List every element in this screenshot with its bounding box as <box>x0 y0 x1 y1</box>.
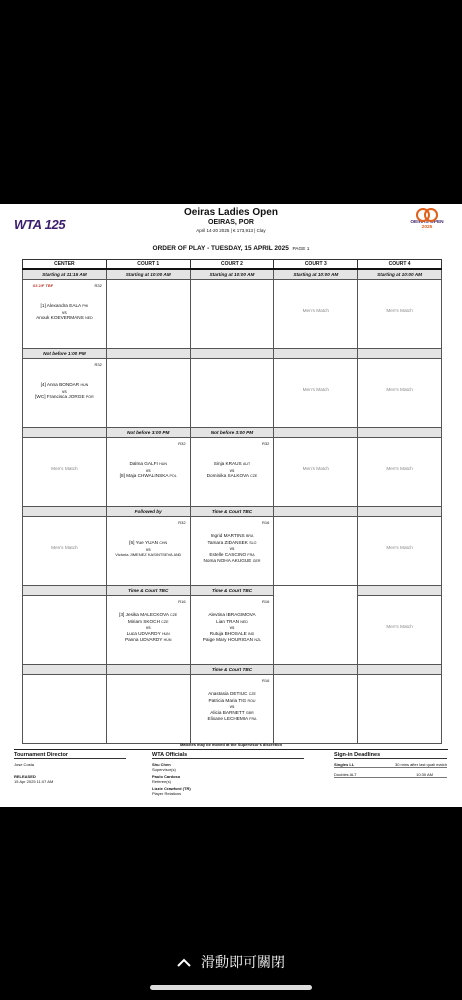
empty-cell <box>106 675 190 744</box>
player-country: PHI <box>82 304 89 308</box>
player-country: CZE <box>161 619 169 624</box>
player-name: Elixane LECHEMIA <box>207 716 248 722</box>
oeiras-open-logo <box>409 208 445 230</box>
player-name: Anouk KOEVERMANS <box>36 315 84 321</box>
vs-label: vs <box>229 467 235 473</box>
disclaimer: Matches may be moved at the Supervisor's discretion <box>179 742 283 747</box>
empty-subheader <box>190 349 274 359</box>
player-country: SLO <box>249 540 257 545</box>
player-name: Dominika SALKOVA <box>206 473 249 479</box>
match-cell <box>106 517 190 586</box>
match-cell <box>190 517 274 586</box>
player-country: CZE <box>170 613 178 617</box>
court-header: COURT 4 <box>358 260 442 270</box>
player-country: GER <box>252 559 261 564</box>
start-time: Not before 3:00 PM <box>106 428 190 438</box>
official-name: Paulo Cardoso <box>152 774 181 779</box>
empty-cell <box>106 280 190 349</box>
match-cell <box>106 438 190 507</box>
player-country: NED <box>240 619 248 624</box>
match-cell <box>23 517 107 586</box>
empty-subheader <box>358 349 442 359</box>
schedule-table <box>22 259 442 744</box>
player-country: HUN <box>161 631 170 636</box>
swipe-to-close-hint[interactable] <box>0 952 462 972</box>
empty-subheader <box>23 665 107 675</box>
match-players <box>191 533 274 565</box>
player-country: NZL <box>254 638 262 643</box>
player-country: NED <box>85 316 93 321</box>
empty-subheader <box>274 349 358 359</box>
match-cell <box>23 438 107 507</box>
match-cell <box>274 438 358 507</box>
logo-year: 2025 <box>421 225 433 230</box>
empty-subheader <box>358 428 442 438</box>
empty-cell <box>358 675 442 744</box>
mens-match-label: Men's Match <box>386 387 413 392</box>
start-time: Not before 1:00 PM <box>23 349 107 359</box>
player-country: CZE <box>250 474 258 479</box>
player-name: Panna UDVARDY <box>124 637 163 643</box>
match-players <box>107 612 190 644</box>
start-time: Starting at 10:00 AM <box>190 269 274 280</box>
empty-cell <box>23 596 107 665</box>
empty-cell <box>274 596 358 665</box>
order-of-play-title <box>0 245 462 252</box>
round-label: R32 <box>178 520 186 525</box>
match-cell <box>274 359 358 428</box>
start-time: Starting at 10:00 AM <box>358 269 442 280</box>
player-name: Sinja KRAUS <box>213 461 242 466</box>
footer-heading: Tournament Director <box>14 753 126 759</box>
round-label: R16 <box>262 520 270 525</box>
match-players <box>23 382 106 401</box>
player-country: POL <box>169 474 177 479</box>
match-cell <box>23 359 107 428</box>
vs-label: vs <box>62 309 67 315</box>
start-time: Followed by <box>106 507 190 517</box>
director-name: Jose Costa <box>14 762 35 767</box>
player-name: Alevtina IBRAGIMOVA <box>208 612 256 617</box>
round-label: R32 <box>94 362 102 367</box>
mens-match-label: Men's Match <box>302 466 329 471</box>
player-country: AUT <box>243 462 251 466</box>
mens-match-label: Men's Match <box>386 308 413 313</box>
home-indicator[interactable] <box>150 985 312 990</box>
match-players <box>107 540 190 559</box>
player-name: Paige Mary HOURIGAN <box>202 637 254 643</box>
start-time: Not before 3:00 PM <box>190 428 274 438</box>
empty-cell <box>23 675 107 744</box>
page-number: PAGE 1 <box>292 247 310 252</box>
official-name: Lizzie Crawford (TR) <box>152 786 191 791</box>
player-country: POR <box>85 395 94 400</box>
start-time: Starting at 11:15 AM <box>23 269 107 280</box>
official-name: Shu Chen <box>152 762 171 767</box>
court-header: COURT 2 <box>190 260 274 270</box>
player-country: ROU <box>247 698 256 703</box>
mens-match-label: Men's Match <box>386 466 413 471</box>
order-of-play-sheet <box>0 204 462 807</box>
start-time: Starting at 10:00 AM <box>274 269 358 280</box>
empty-cell <box>274 675 358 744</box>
vs-label: vs <box>229 704 235 710</box>
round-label: R32 <box>262 441 270 446</box>
player-name: Miriam SKOCH <box>127 618 160 624</box>
round-label: R32 <box>178 441 186 446</box>
player-country: FRA <box>249 717 257 722</box>
player-name: Lian TRAN <box>216 618 239 624</box>
player-name: Rutuja BHOSALE <box>209 630 247 636</box>
deadline-label: Singles LL <box>334 762 355 767</box>
mens-match-label: Men's Match <box>51 466 78 471</box>
empty-cell <box>106 359 190 428</box>
player-country: IND <box>248 631 255 636</box>
released-value: 15 Apr 2025 11:07 AM <box>14 779 54 784</box>
player-country: CHN <box>159 541 168 545</box>
deadline-value: 30 mins after last quali match <box>394 762 447 767</box>
match-players <box>191 691 274 723</box>
start-time: Time & Court TBC <box>190 507 274 517</box>
swipe-to-close-label: 滑動即可關閉 <box>201 954 285 970</box>
tournament-info: April 14-20 2025 | € 173,913 | Clay <box>196 228 266 233</box>
empty-subheader <box>23 507 107 517</box>
empty-subheader <box>23 428 107 438</box>
empty-subheader <box>274 507 358 517</box>
tournament-title: Oeiras Ladies Open <box>184 207 278 218</box>
court-header: CENTER <box>23 260 107 270</box>
mens-match-label: Men's Match <box>386 545 413 550</box>
empty-subheader <box>106 349 190 359</box>
player-country: AND <box>173 553 182 558</box>
player-name: Victoria JIMENEZ KASINTSEVA <box>115 552 173 558</box>
officials-block <box>152 753 304 796</box>
empty-subheader <box>274 665 358 675</box>
player-name: Noma NOHA AKUGUE <box>203 558 252 564</box>
official-role: Player Relations <box>152 791 182 796</box>
player-country: FRA <box>247 552 255 557</box>
player-country: BRA <box>245 534 254 538</box>
player-country: GBR <box>245 710 254 715</box>
player-name: [4] Anna BONDAR <box>40 382 80 387</box>
player-name: Anastasia DETIUC <box>208 691 248 696</box>
logo-text: OEIRAS OPEN <box>410 220 444 225</box>
tournament-director-block <box>14 753 126 784</box>
footer-heading: Sign-in Deadlines <box>334 753 447 759</box>
player-country: HUN <box>163 638 172 643</box>
empty-cell <box>190 359 274 428</box>
signin-deadlines-block <box>334 753 447 778</box>
vs-label: vs <box>62 388 67 394</box>
player-country: HUN <box>159 462 167 466</box>
match-cell <box>358 438 442 507</box>
mens-match-label: Men's Match <box>302 387 329 392</box>
deadline-row <box>334 762 447 768</box>
round-label: R16 <box>262 599 270 604</box>
empty-subheader <box>274 428 358 438</box>
match-cell <box>190 596 274 665</box>
footer-heading: WTA Officials <box>152 753 304 759</box>
match-cell <box>358 596 442 665</box>
chevron-up-icon <box>177 954 191 970</box>
courts-header-row <box>23 260 442 270</box>
player-name: Patricia Maria TIG <box>208 697 247 703</box>
player-name: Tamara ZIDANSEK <box>207 539 248 545</box>
empty-cell <box>274 517 358 586</box>
match-cell <box>358 280 442 349</box>
official-role: Referee(s) <box>152 779 171 784</box>
official-role: Supervisor(s) <box>152 767 176 772</box>
deadline-value: 10:30 AM <box>416 772 433 777</box>
player-name: [5] Yue YUAN <box>129 540 159 545</box>
player-name: Alicia BARNETT <box>210 709 245 715</box>
start-time: Time & Court TBC <box>190 586 274 596</box>
start-time: Starting at 10:00 AM <box>106 269 190 280</box>
match-note: 63 2/F TBF <box>33 283 54 288</box>
match-cell <box>190 438 274 507</box>
court-header: COURT 3 <box>274 260 358 270</box>
footer-divider <box>14 749 448 750</box>
match-cell <box>358 359 442 428</box>
deadline-label: Doubles ALT <box>334 772 357 777</box>
vs-label: vs <box>145 467 151 473</box>
deadline-row <box>334 772 447 778</box>
empty-cell <box>190 280 274 349</box>
player-name: [8] Maja CHWALINSKA <box>119 473 169 479</box>
vs-label: vs <box>145 546 151 552</box>
player-name: [1] Alexandra EALA <box>40 303 81 308</box>
empty-subheader <box>106 665 190 675</box>
round-label: R32 <box>94 283 102 288</box>
player-country: CZE <box>248 692 256 696</box>
released-label: RELEASED <box>14 774 36 779</box>
match-cell <box>106 596 190 665</box>
player-name: [3] Jesika MALECKOVA <box>119 612 169 617</box>
court-header: COURT 1 <box>106 260 190 270</box>
start-time: Time & Court TBC <box>106 586 190 596</box>
vs-label: vs <box>229 546 235 552</box>
player-name: Ingrid MARTINS <box>210 533 245 538</box>
match-cell <box>358 517 442 586</box>
vs-label: vs <box>145 625 151 631</box>
player-name: [WC] Francisca JORGE <box>35 394 85 400</box>
start-time: Time & Court TBC <box>190 665 274 675</box>
empty-subheader <box>358 586 442 596</box>
round-label: R16 <box>178 599 186 604</box>
match-players <box>191 461 274 480</box>
match-cell <box>274 280 358 349</box>
player-name: Estelle CASCINO <box>209 551 247 557</box>
match-players <box>23 303 106 322</box>
player-name: Dalma GALFI <box>129 461 158 466</box>
match-players <box>107 461 190 480</box>
logo-rings-icon <box>409 208 445 220</box>
player-country: HUN <box>80 383 89 387</box>
empty-subheader <box>358 507 442 517</box>
tournament-location: OEIRAS, POR <box>208 219 254 226</box>
mens-match-label: Men's Match <box>51 545 78 550</box>
match-cell <box>190 675 274 744</box>
empty-subheader <box>23 586 107 596</box>
mens-match-label: Men's Match <box>386 624 413 629</box>
match-cell <box>23 280 107 349</box>
empty-subheader <box>358 665 442 675</box>
round-label: R16 <box>262 678 270 683</box>
empty-subheader <box>274 586 358 596</box>
order-title-text: ORDER OF PLAY - TUESDAY, 15 APRIL 2025 <box>152 245 289 252</box>
player-name: Luca UDVARDY <box>126 630 161 636</box>
mens-match-label: Men's Match <box>302 308 329 313</box>
vs-label: vs <box>229 625 235 631</box>
wta-logo: WTA 125 <box>14 217 66 232</box>
match-players <box>191 612 274 644</box>
